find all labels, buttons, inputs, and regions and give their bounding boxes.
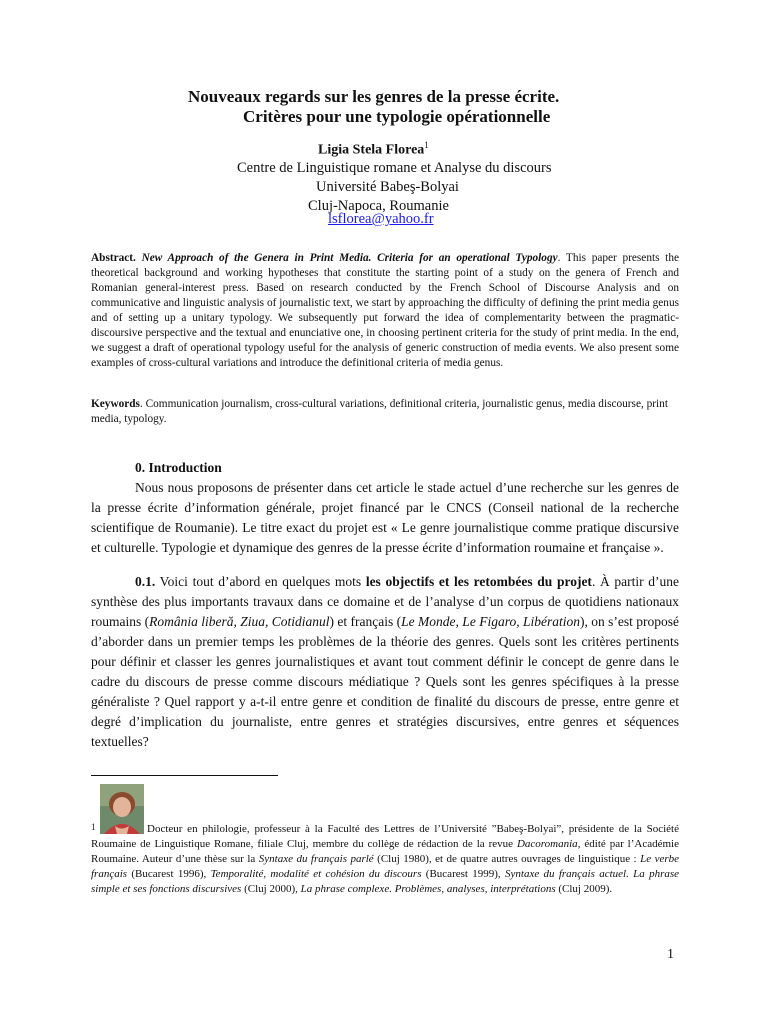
keywords bbox=[91, 397, 679, 427]
footnote-part-6: (Cluj 2000), bbox=[241, 883, 301, 895]
footnote-italic-5: Syntaxe du français actuel. La phrase simple et ses fonctions discursives bbox=[91, 868, 680, 895]
abstract-text: . This paper presents the theoretical background and working hypotheses that constitute the starting point of a study on the genera of French and Romanian general-interest press. Based on research conducted by the French School of Discourse Analysis and on communicative and linguistic analysis of journalistic text, we start by approaching the difficulty of defining the print media genus and of setting up a unitary typology. We subsequently put forward the idea of complementarity between the pragmatic-discoursive perspective and the textual and enunciative one, in choosing pertinent criteria for the study of print media. In the end, we suggest a draft of operational typology useful for the analysis of generic construction of media events. We also present some examples of cross-cultural variations and introduce the definitional criteria of media genus. bbox=[91, 252, 679, 369]
abstract-title: New Approach of the Genera in Print Media. Criteria for an operational Typology bbox=[141, 252, 558, 264]
title-line-2: Critères pour une typologie opérationnelle bbox=[243, 107, 551, 126]
section-0-1-text-d: ), on s’est proposé d’aborder dans un premier temps les problèmes de la théorie des genres. Quels sont les critères pertinents pour définir et classer les genres journalistiques et avant tout comment définir le concept de genre dans le cadre du discours de presse comme discours médiatique ? Quels sont les genres spécifiques à la presse généraliste ? Quel rapport y a-t-il entre genre et condition de finalité du discours de presse, entre genre et degré d’implication du journaliste, entre genres et stratégies discursives, entre genres et séquences textuelles? bbox=[91, 614, 679, 749]
footnote-part-7: (Cluj 2009). bbox=[555, 883, 613, 895]
footnote-separator bbox=[91, 775, 278, 776]
footnote-italic-2: Syntaxe du français parlé bbox=[258, 853, 374, 865]
abstract-label: Abstract. bbox=[91, 252, 136, 264]
footnote-part-2: , édité par l’Académie Roumaine. Auteur d’une thèse sur la bbox=[91, 838, 679, 865]
author-text: Ligia Stela Florea bbox=[318, 142, 425, 158]
footnote-part-1: Docteur en philologie, professeur à la Faculté des Lettres de l’Université ”Babeş-Bolyai”, présidente de la Société Roumaine de Linguistique Romane, filiale Cluj, membre du collège de rédaction de la revue bbox=[91, 823, 679, 850]
keywords-text: . Communication journalism, cross-cultural variations, definitional criteria, journalistic genus, media discourse, print media, typology. bbox=[91, 398, 668, 425]
section-0-1-bold: les objectifs et les retombées du projet bbox=[365, 574, 592, 589]
author-name bbox=[318, 140, 429, 159]
section-0-1-text-c: ) et français ( bbox=[329, 614, 402, 629]
footnote-text bbox=[91, 822, 679, 897]
introduction-paragraph: Nous nous proposons de présenter dans cet article le stade actuel d’une recherche sur les genres de la presse écrite d’information générale, projet financé par le CNCS (Conseil national de la recherche scientifique de Roumanie). Le titre exact du projet est « Le genre journalistique comme pratique discursive et culturelle. Typologie et dynamique des genres de la presse écrite d’information roumaine et française ». bbox=[91, 480, 679, 555]
footnote-part-3: (Cluj 1980), et de quatre autres ouvrages de linguistique : bbox=[373, 853, 641, 865]
footnote-part-5: (Bucarest 1999), bbox=[421, 868, 505, 880]
affiliation-email-row bbox=[0, 209, 768, 229]
french-newspapers: Le Monde, Le Figaro, Libération bbox=[401, 614, 580, 629]
introduction-heading: 0. Introduction bbox=[135, 460, 222, 475]
romanian-newspapers: România liberă, Ziua, Cotidianul bbox=[149, 614, 330, 629]
affiliation-line-2: Université Babeş-Bolyai bbox=[316, 179, 459, 195]
footnote-italic-4: Temporalité, modalité et cohésion du discours bbox=[210, 868, 422, 880]
footnote-part-4: (Bucarest 1996), bbox=[127, 868, 211, 880]
author-email-link[interactable]: lsflorea@yahoo.fr bbox=[328, 211, 434, 227]
page-number: 1 bbox=[667, 947, 674, 962]
footnote-italic-1: Dacoromania bbox=[516, 838, 578, 850]
footnote-number: 1 bbox=[91, 822, 96, 832]
title-line-1: Nouveaux regards sur les genres de la presse écrite. bbox=[188, 87, 560, 106]
section-0-1 bbox=[91, 572, 679, 752]
affiliation-line-3: Cluj-Napoca, Roumanie bbox=[308, 198, 449, 214]
affiliation-line-1: Centre de Linguistique romane et Analyse du discours bbox=[237, 160, 552, 176]
section-0-1-text-b: . À partir d’une synthèse des plus importants travaux dans ce domaine et de l’analyse d’un corpus de quotidiens nationaux roumains ( bbox=[91, 574, 679, 629]
abstract bbox=[91, 251, 679, 371]
section-0-1-text-a: Voici tout d’abord en quelques mots bbox=[155, 574, 366, 589]
footnote-italic-6: La phrase complexe. Problèmes, analyses, interprétations bbox=[300, 883, 556, 895]
section-0-1-number: 0.1. bbox=[135, 574, 156, 589]
footnote-italic-3: Le verbe français bbox=[91, 853, 679, 880]
author-footnote-mark[interactable]: 1 bbox=[424, 140, 429, 150]
introduction-section bbox=[91, 458, 679, 558]
keywords-label: Keywords bbox=[91, 398, 140, 410]
